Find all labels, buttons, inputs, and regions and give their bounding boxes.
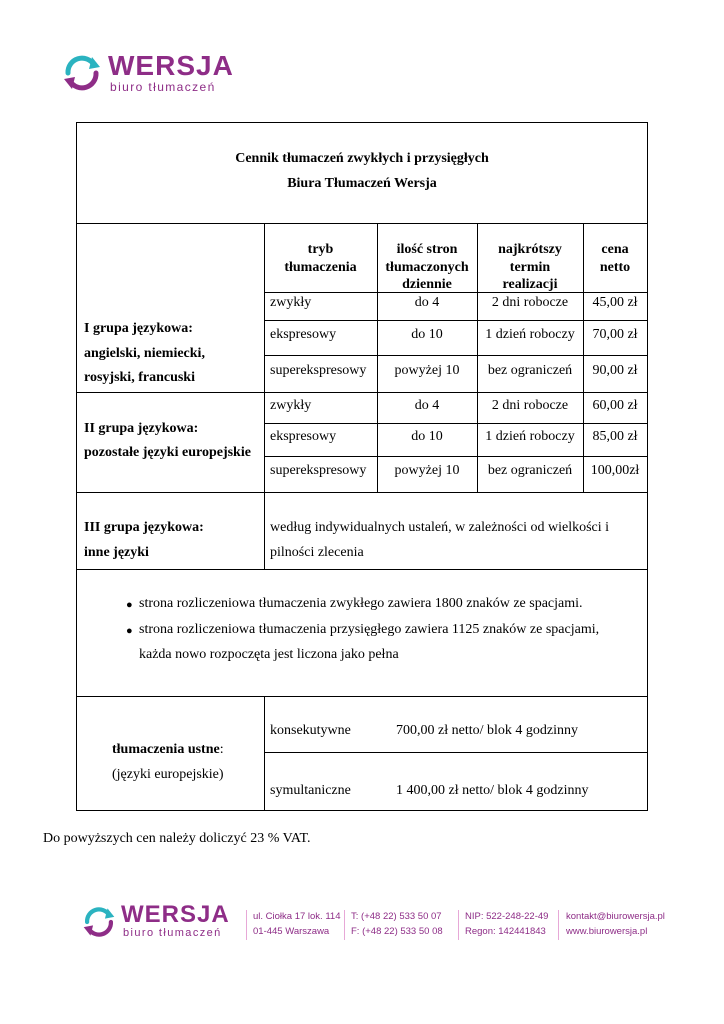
oral-label: tłumaczenia ustne (112, 742, 220, 757)
footer-tagline: biuro tłumaczeń (123, 927, 222, 939)
bullet-icon: ● (126, 625, 133, 637)
vat-note: Do powyższych cen należy doliczyć 23 % VAT. (43, 831, 311, 846)
footer-logo (82, 903, 230, 940)
header-logo (62, 52, 234, 94)
table-title: Cennik tłumaczeń zwykłych i przysięgłych (235, 151, 489, 166)
website-link[interactable]: www.biurowersja.pl (566, 926, 648, 937)
header-tagline: biuro tłumaczeń (110, 80, 216, 94)
footer-divider (558, 910, 559, 940)
oral-sublabel: (języki europejskie) (112, 767, 224, 782)
wersja-logo-icon (82, 905, 116, 939)
header-brand: WERSJA (108, 50, 234, 81)
footer-divider (344, 910, 345, 940)
wersja-logo-icon (62, 53, 102, 93)
footer-divider (246, 910, 247, 940)
footer-divider (458, 910, 459, 940)
footer-brand: WERSJA (121, 901, 230, 928)
table-subtitle: Biura Tłumaczeń Wersja (287, 176, 437, 191)
bullet-icon: ● (126, 599, 133, 611)
email-link[interactable]: kontakt@biurowersja.pl (566, 911, 665, 922)
